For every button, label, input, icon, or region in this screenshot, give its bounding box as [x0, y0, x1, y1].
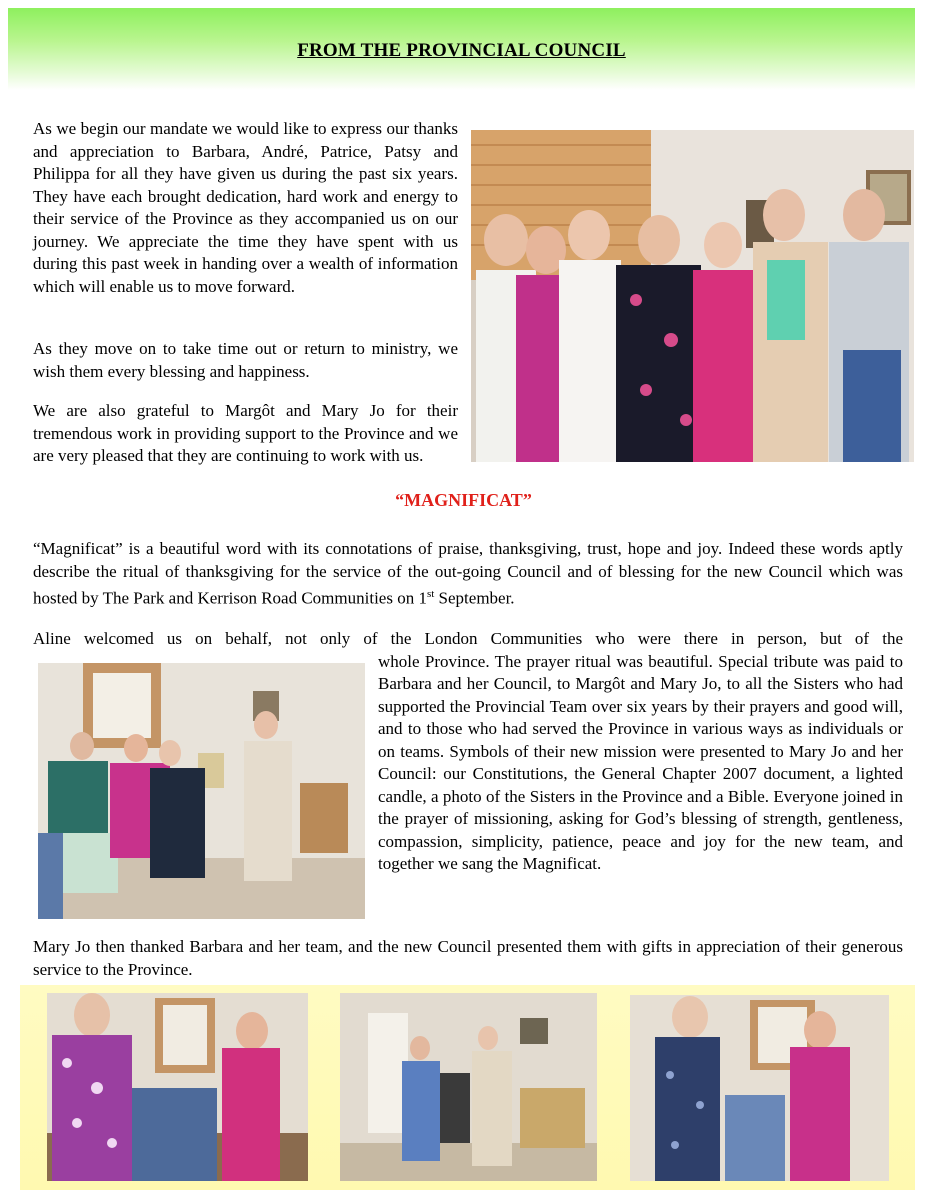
- magnificat-paragraph-3: Mary Jo then thanked Barbara and her team, and the new Council presented them with gifts in appreciation of their generous service to the Province.: [33, 937, 903, 979]
- magnificat-paragraph-1-end: September.: [434, 588, 515, 608]
- magnificat-paragraph-2: whole Province. The prayer ritual was beautiful. Special tribute was paid to Barbara and her Council, to Margôt and Mary Jo, to all the Sisters who had supported the Provincial Team over six years by their prayers and good will, and to those who had served the Province in various ways as individuals or on teams. Symbols of their new mission were presented to Mary Jo and her Council: our Constitutions, the General Chapter 2007 document, a lighted candle, a photo of the Sisters in the Province and a Bible. Everyone joined in the prayer of missioning, asking for God’s blessing of strength, gentleness, compassion, simplicity, patience, peace and joy for the new team, and together we sang the Magnificat.: [378, 651, 903, 873]
- magnificat-paragraph-1-text: “Magnificat” is a beautiful word with its connotations of praise, thanksgiving, trust, hope and joy. Indeed these words aptly describe the ritual of thanksgiving for the service of the out-going Council and of blessing for the new Council which was hosted by The Park and Kerrison Road Communities on 1: [33, 539, 903, 608]
- page-header: [8, 8, 915, 90]
- gift-photo-3: [630, 995, 889, 1181]
- group-photo: [471, 130, 914, 462]
- gift-photo-1: [47, 993, 308, 1181]
- page-title: FROM THE PROVINCIAL COUNCIL: [297, 40, 626, 61]
- intro-paragraph-1: As we begin our mandate we would like to express our thanks and appreciation to Barbara, André, Patrice, Patsy and Philippa for all they have given us during the past six years. They have each brought dedication, hard work and energy to their service of the Province as they accompanied us on our journey. We appreciate the time they have spent with us during this past week in handing over a wealth of information which will enable us to move forward.: [33, 119, 458, 296]
- magnificat-heading: “MAGNIFICAT”: [395, 490, 532, 510]
- magnificat-paragraph-2-line1: Aline welcomed us on behalf, not only of the London Communities who were there in person, but of the: [33, 629, 903, 648]
- intro-paragraph-2: As they move on to take time out or return to ministry, we wish them every blessing and happiness.: [33, 339, 458, 381]
- date-ordinal-suffix: st: [426, 588, 435, 600]
- intro-paragraph-3: We are also grateful to Margôt and Mary Jo for their tremendous work in providing support to the Province and we are very pleased that they are continuing to work with us.: [33, 401, 458, 465]
- gift-photo-2: [340, 993, 597, 1181]
- meeting-photo: [38, 663, 365, 919]
- magnificat-paragraph-1: [33, 538, 903, 610]
